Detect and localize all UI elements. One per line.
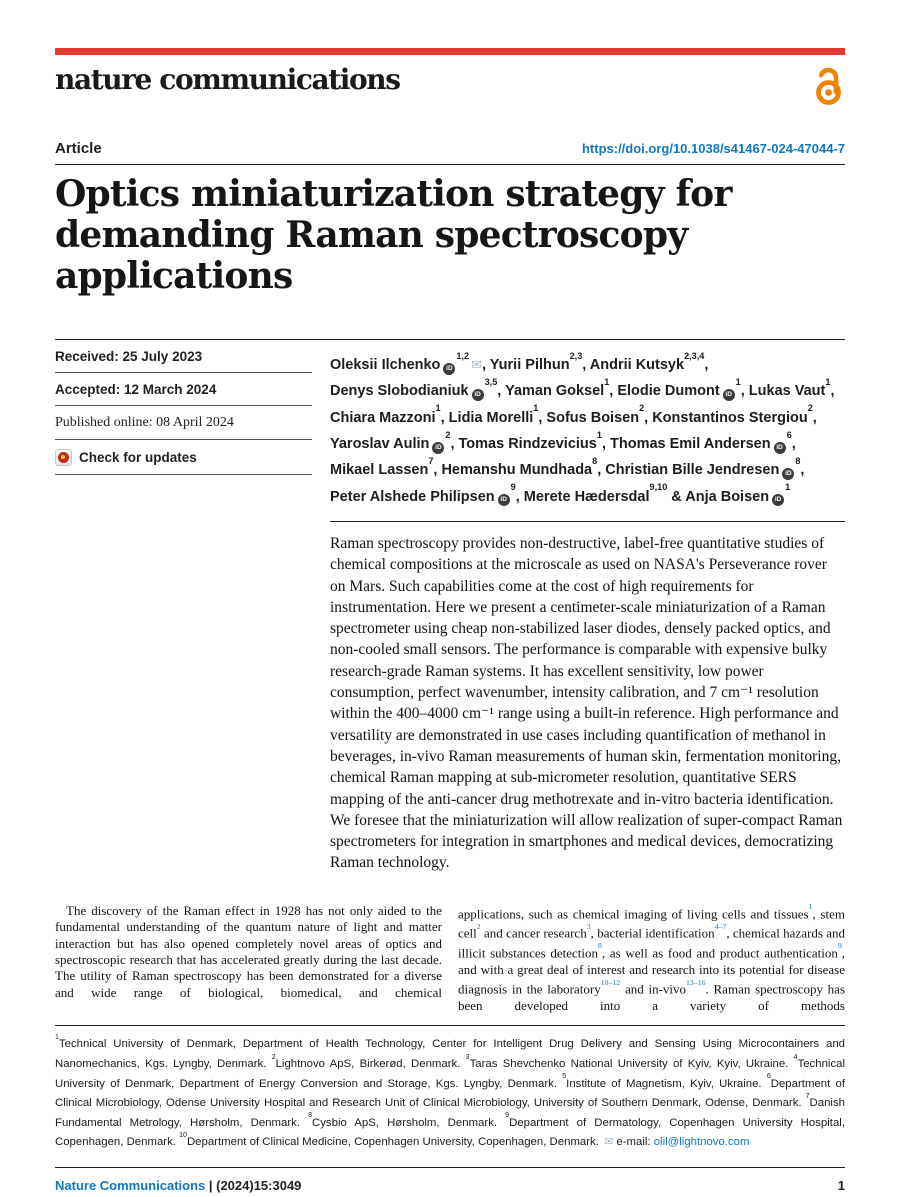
received-date: Received: 25 July 2023 (55, 340, 312, 373)
corresponding-author-envelope-icon[interactable]: ✉ (471, 356, 483, 372)
orcid-icon[interactable]: iD (774, 442, 786, 454)
journal-logo: nature communications (55, 63, 400, 96)
title-line-1: Optics miniaturization strategy for (55, 173, 732, 215)
orcid-icon[interactable]: iD (498, 494, 510, 506)
title-line-2: demanding Raman spectroscopy (55, 214, 688, 256)
author-line: Denys Slobodianiuk iD$^{3,5}$, Yaman Goksel$^1$, Elodie Dumont $iD^1$, Lukas Vaut$^1$, (330, 376, 835, 400)
abstract-section (330, 521, 845, 874)
author-line: Mikael Lassen$^7$, Hemanshu Mundhada$^8$, Christian Bille Jendresen $iD^8$, (330, 455, 805, 479)
author-line: Yaroslav Aulin $iD^2$, Tomas Rindzevicius$^1$, Thomas Emil Andersen $iD^6$, (330, 429, 796, 452)
affiliation-superscript: 1 (825, 376, 831, 387)
reference-link[interactable]: 1 (808, 901, 813, 911)
abstract-text: Raman spectroscopy provides non-destructive, label-free quantitative studies of chemical compositions at the microscale as used on NASA's Perseverance rover on Mars. Such capabilities come at the cost of high requirements for instrumentation. Here we present a centimeter-scale miniaturization of a Raman spectrometer using cheap non-stabilized laser diodes, densely packed optics, and non-cooled small sensors. The performance is comparable with expensive bulky research-grade Raman systems. It has excellent sensitivity, low power consumption, perfect wavenumber, intensity calibration, and 7 cm⁻¹ resolution within the 400–4000 cm⁻¹ range using a built-in reference. High performance and versatility are demonstrated in use cases including quantification of methanol in beverages, in-vivo Raman measurements of human skin, fermentation monitoring, chemical Raman mapping at sub-micrometer resolution, quantitative SERS mapping of the anti-cancer drug methotrexate and in-vitro bacteria identification. We foresee that the miniaturization will allow realization of super-compact Raman spectrometers for integration in smartphones and medical devices, democratizing Raman technology. (330, 534, 843, 872)
orcid-icon[interactable]: iD (772, 494, 784, 506)
email-link[interactable]: olil@lightnovo.com (653, 1136, 750, 1149)
affiliation-superscript: 1 (596, 429, 602, 440)
body-text (55, 903, 845, 1015)
body-paragraph-right: applications, such as chemical imaging of living cells and tissues$^1$, stem cell$^2$ and cancer research$^3$, bacterial identification$^{4-7}$, chemical hazards and illicit substances detection$^8$, as well as food and product authentication$^9$, and with a great deal of interest and research into its potential for disease diagnosis in the laboratory$^{10-12}$ and in-vivo$^{13-16}$. Raman spectroscopy has been developed into a variety of methods (458, 901, 845, 1014)
orcid-icon[interactable]: iD (723, 389, 735, 401)
affiliation-superscript: 2 (445, 429, 451, 440)
author-line: Peter Alshede Philipsen $iD^9$, Merete Hædersdal$^{9,10}$ & Anja Boisen $iD^1$ (330, 482, 791, 505)
affiliation-superscript: 2 (639, 403, 645, 414)
article-type-label: Article (55, 140, 102, 157)
affiliation-superscript: 1 (435, 403, 441, 414)
page-number: 1 (837, 1178, 845, 1194)
author-list (312, 340, 834, 508)
published-date: Published online: 08 April 2024 (55, 406, 312, 440)
reference-link[interactable]: 8 (598, 941, 602, 951)
open-access-icon[interactable] (812, 64, 845, 106)
affiliation-superscript: 6 (786, 429, 792, 440)
affiliation-superscript: 9,10 (649, 482, 668, 493)
affiliation-superscript: 9 (510, 482, 516, 493)
author-line: Chiara Mazzoni$^1$, Lidia Morelli$^1$, Sofus Boisen$^2$, Konstantinos Stergiou$^2$, (330, 403, 817, 426)
orcid-icon[interactable]: iD (443, 363, 455, 375)
affiliation-superscript: 8 (308, 1112, 312, 1120)
footer-journal-link[interactable]: Nature Communications (55, 1178, 206, 1194)
header-divider (55, 164, 845, 165)
abstract-divider (330, 521, 845, 522)
title-line-3: applications (55, 255, 293, 297)
metadata-column (55, 340, 312, 508)
affiliation-superscript: 8 (592, 455, 598, 466)
orcid-icon[interactable]: iD (782, 468, 794, 480)
masthead (55, 62, 845, 112)
page-footer (55, 1178, 845, 1193)
affiliation-superscript: 3,5 (484, 376, 498, 387)
reference-link[interactable]: 9 (837, 941, 842, 951)
affiliation-superscript: 9 (505, 1112, 510, 1120)
affiliation-superscript: 5 (562, 1073, 567, 1081)
accepted-date: Accepted: 12 March 2024 (55, 373, 312, 406)
affiliation-superscript: 2 (807, 403, 813, 414)
footer-divider (55, 1167, 845, 1168)
affiliation-superscript: 1 (785, 482, 791, 493)
affiliation-superscript: 7 (805, 1092, 810, 1100)
orcid-icon[interactable]: iD (472, 389, 484, 401)
footer-volume-info: | (2024)15:3049 (208, 1178, 302, 1194)
reference-link[interactable]: 2 (476, 921, 481, 931)
body-column-left (55, 903, 442, 1015)
affiliation-superscript: 3 (465, 1053, 470, 1061)
affiliation-superscript: 2,3 (569, 350, 583, 361)
check-for-updates-label: Check for updates (79, 450, 197, 465)
orcid-icon[interactable]: iD (432, 442, 444, 454)
affiliation-superscript: 1 (735, 376, 741, 387)
author-line: Oleksii Ilchenko iD$^{1,2}$✉, Yurii Pilhun$^{2,3}$, Andrii Kutsyk$^{2,3,4}$, (330, 350, 709, 373)
affiliation-superscript: 1 (604, 376, 610, 387)
email-envelope-icon: ✉ (604, 1136, 617, 1149)
body-paragraph-left: The discovery of the Raman effect in 1928 has not only aided to the fundamental understanding of the quantum nature of light and matter interaction but has also opened completely novel areas of optics and spectroscopic research that has accelerated greatly during the last decade. The utility of Raman spectroscopy has been demonstrated for a diverse and wide range of biological, biomedical, and chemical (55, 902, 442, 1000)
footer-citation (55, 1178, 301, 1193)
reference-link[interactable]: 3 (586, 921, 591, 931)
reference-link[interactable]: 13–16 (686, 977, 706, 987)
affiliation-superscript: 2,3,4 (684, 350, 705, 361)
affiliation-superscript: 7 (428, 455, 434, 466)
affiliation-superscript: 10 (179, 1132, 187, 1140)
reference-link[interactable]: 10–12 (600, 977, 621, 987)
affiliation-superscript: 2 (271, 1053, 276, 1061)
footnote-divider (55, 1025, 845, 1026)
masthead-red-bar (55, 48, 845, 55)
page-title (55, 174, 845, 297)
article-header-row (55, 140, 845, 157)
info-grid (55, 340, 845, 508)
affiliation-superscript: 4 (793, 1053, 798, 1061)
affiliation-superscript: 6 (766, 1073, 771, 1081)
affiliation-superscript: 1 (533, 403, 539, 414)
affiliation-superscript: 1 (55, 1034, 59, 1042)
doi-link[interactable]: https://doi.org/10.1038/s41467-024-47044-7 (581, 141, 845, 156)
affiliation-superscript: 8 (795, 455, 801, 466)
body-column-right (458, 903, 845, 1015)
affiliation-superscript: 1,2 (456, 350, 470, 361)
crossmark-icon (55, 449, 72, 466)
reference-link[interactable]: 4–7 (714, 921, 727, 931)
check-for-updates-button[interactable] (55, 440, 312, 475)
affiliations-footnote: $^1$Technical University of Denmark, Department of Health Technology, Center for Intelligent Drug Delivery and Sensing Using Microcontainers and Nanomechanics, Kgs. Lyngby, Denmark. $^2$Lightnovo ApS, Birkerød, Denmark. $^3$Taras Shevchenko National University of Kyiv, Kyiv, Ukraine. $^4$Technical University of Denmark, Department of Energy Conversion and Storage, Kgs. Lyngby, Denmark. $^5$Institute of Magnetism, Kyiv, Ukraine. $^6$Department of Clinical Microbiology, Odense University Hospital and Research Unit of Clinical Microbiology, University of Southern Denmark, Odense, Denmark. $^7$Danish Fundamental Metrology, Hørsholm, Denmark. $^8$Cysbio ApS, Hørsholm, Denmark. $^9$Department of Dermatology, Copenhagen University Hospital, Copenhagen, Denmark. $^{10}$Department of Clinical Medicine, Copenhagen University, Copenhagen, Denmark. ✉ e-mail: olil@lightnovo.com (55, 1034, 846, 1149)
